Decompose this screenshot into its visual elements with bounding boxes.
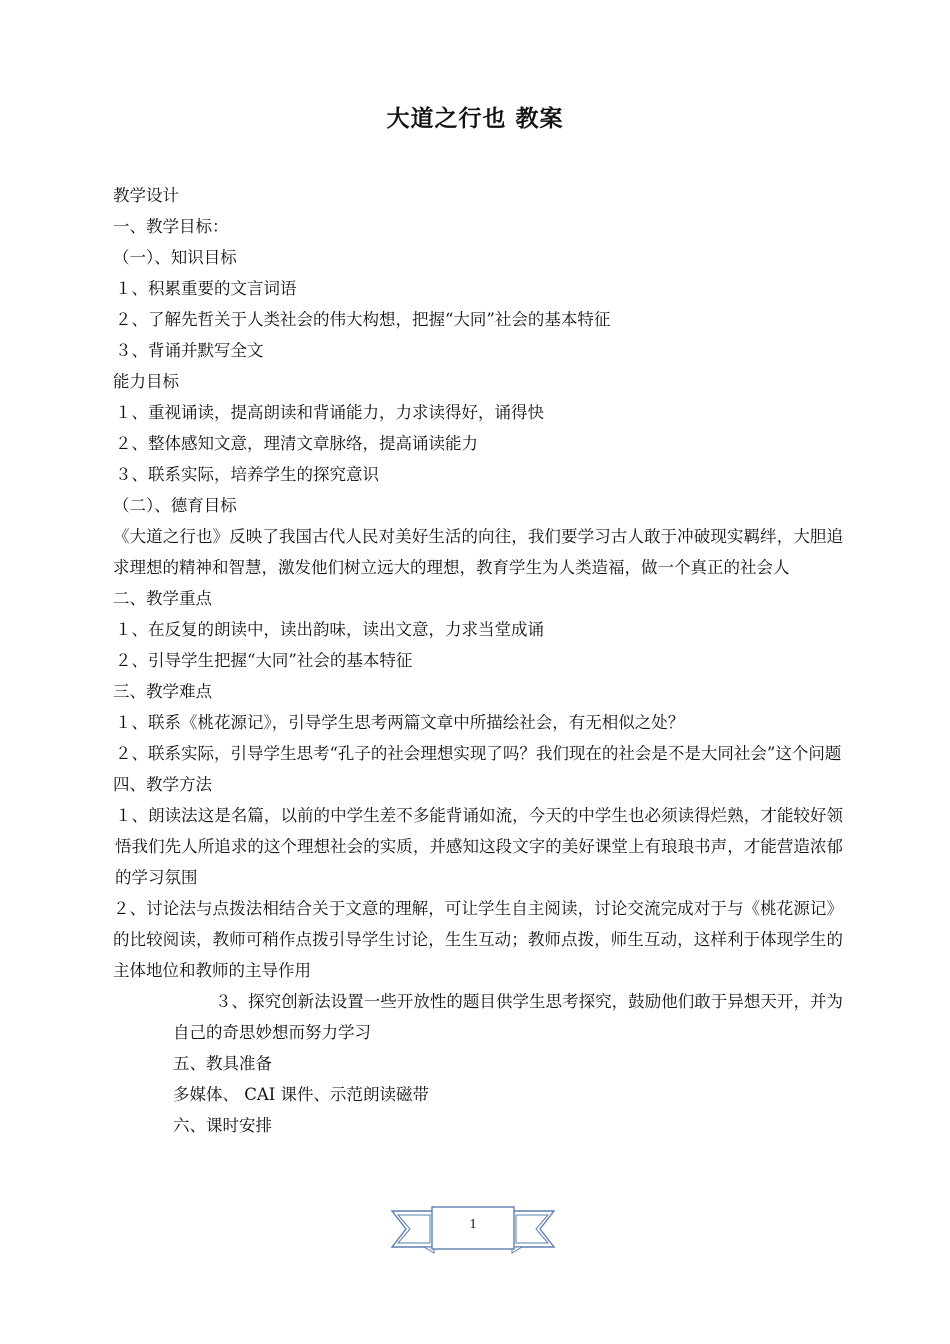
moral-goal-paragraph: 《大道之行也》反映了我国古代人民对美好生活的向往，我们要学习古人敢于冲破现实羁绊，大胆追求理想的精神和智慧，激发他们树立远大的理想，教育学生为人类造福，做一个真正的社会人 (113, 527, 843, 577)
method-3-text: ３、探究创新法设置一些开放性的题目供学生思考探究，鼓励他们敢于异想天开，并为自己的奇思妙想而努力学习 (173, 992, 843, 1042)
knowledge-goal-2: ２、了解先哲关于人类社会的伟大构想，把握“大同”社会的基本特征 (115, 310, 611, 329)
subheading-ability-goals: 能力目标 (113, 372, 179, 391)
indented-block (113, 986, 843, 1141)
teaching-aids-list: 多媒体、 CAI 课件、示范朗读磁带 (173, 1085, 430, 1104)
ability-goal-3: ３、联系实际，培养学生的探究意识 (115, 465, 379, 484)
method-2-paragraph: ２、讨论法与点拨法相结合关于文意的理解，可让学生自主阅读，讨论交流完成对于与《桃花源记》的比较阅读，教师可稍作点拨引导学生讨论，生生互动；教师点拨，师生互动，这样利于体现学生的主体地位和教师的主导作用 (113, 899, 843, 980)
heading-key-points: 二、教学重点 (113, 589, 212, 608)
knowledge-goal-3: ３、背诵并默写全文 (115, 341, 264, 360)
key-point-1: １、在反复的朗读中，读出韵味，读出文意，力求当堂成诵 (115, 620, 544, 639)
heading-class-schedule: 六、课时安排 (173, 1116, 272, 1135)
difficulty-2: ２、联系实际，引导学生思考“孔子的社会理想实现了吗？我们现在的社会是不是大同社会”这个问题 (115, 744, 842, 763)
method-3-paragraph (173, 986, 843, 1048)
heading-difficulties: 三、教学难点 (113, 682, 212, 701)
key-point-2: ２、引导学生把握“大同”社会的基本特征 (115, 651, 413, 670)
document-title: 大道之行也 教案 (386, 106, 564, 132)
subheading-knowledge-goals: （一）、知识目标 (113, 248, 237, 267)
ability-goal-2: ２、整体感知文意，理清文章脉络，提高诵读能力 (115, 434, 478, 453)
heading-teaching-aids: 五、教具准备 (173, 1054, 272, 1073)
heading-teaching-methods: 四、教学方法 (113, 775, 212, 794)
knowledge-goal-1: １、积累重要的文言词语 (115, 279, 297, 298)
ability-goal-1: １、重视诵读，提高朗读和背诵能力，力求读得好，诵得快 (115, 403, 544, 422)
section-label-design: 教学设计 (113, 186, 179, 205)
subheading-moral-goals: （二）、德育目标 (113, 496, 237, 515)
difficulty-1: １、联系《桃花源记》，引导学生思考两篇文章中所描绘社会，有无相似之处？ (115, 713, 685, 732)
page-footer-ribbon (390, 1203, 556, 1255)
document-body (113, 180, 843, 1141)
heading-teaching-goals: 一、教学目标： (113, 217, 229, 236)
method-1-paragraph: １、朗读法这是名篇，以前的中学生差不多能背诵如流，今天的中学生也必须读得烂熟，才能较好领悟我们先人所追求的这个理想社会的实质，并感知这段文字的美好课堂上有琅琅书声，才能营造浓郁的学习氛围 (115, 806, 843, 887)
page-number: 1 (469, 1217, 477, 1232)
